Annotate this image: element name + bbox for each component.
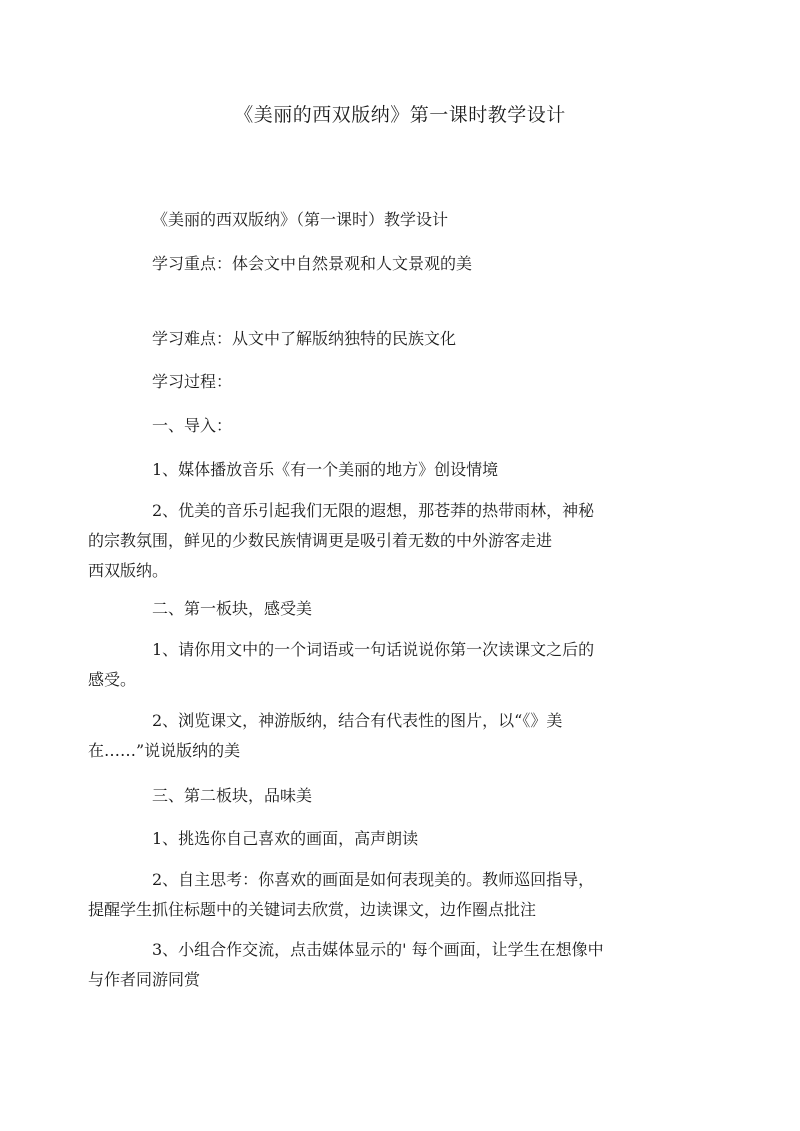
paragraph-line: 2、浏览课文，神游版纳，结合有代表性的图片，以“《》美 — [152, 711, 563, 730]
paragraph-line: 感受。 — [88, 670, 137, 689]
paragraph-process-heading — [120, 367, 620, 397]
section-heading-appreciate — [120, 781, 620, 811]
paragraph-item — [88, 865, 620, 925]
document-title: 《美丽的西双版纳》第一课时教学设计 — [234, 104, 566, 126]
paragraph-line: 1、挑选你自己喜欢的画面，高声朗读 — [152, 829, 419, 848]
paragraph-line: 1、请你用文中的一个词语或一句话说说你第一次读课文之后的 — [152, 640, 595, 659]
section-heading-feel — [120, 594, 620, 624]
paragraph-item — [120, 455, 620, 485]
paragraph-item — [120, 824, 620, 854]
paragraph-line: 《美丽的西双版纳》（第一课时）教学设计 — [152, 210, 449, 229]
paragraph-line: 学习过程： — [152, 372, 233, 391]
paragraph-key-point — [120, 249, 620, 279]
paragraph-line: 3、小组合作交流，点击媒体显示的' 每个画面，让学生在想像中 — [152, 940, 604, 959]
paragraph-line: 西双版纳。 — [88, 561, 169, 580]
paragraph-item — [88, 935, 620, 995]
paragraph-line: 与作者同游同赏 — [88, 970, 201, 989]
paragraph-line: 一、导入： — [152, 416, 233, 435]
paragraph-line: 的宗教氛围，鲜见的少数民族情调更是吸引着无数的中外游客走进 — [88, 531, 553, 550]
paragraph-line: 在……”说说版纳的美 — [88, 741, 241, 760]
paragraph-item — [88, 635, 620, 695]
paragraph-line: 提醒学生抓住标题中的关键词去欣赏，边读课文，边作圈点批注 — [88, 900, 537, 919]
paragraph-line: 三、第二板块，品味美 — [152, 786, 313, 805]
paragraph-line: 2、自主思考：你喜欢的画面是如何表现美的。教师巡回指导， — [152, 870, 595, 889]
paragraph-line: 学习重点：体会文中自然景观和人文景观的美 — [152, 254, 473, 273]
paragraph-line: 1、媒体播放音乐《有一个美丽的地方》创设情境 — [152, 460, 499, 479]
paragraph-line: 学习难点：从文中了解版纳独特的民族文化 — [152, 329, 457, 348]
paragraph-difficulty — [120, 324, 620, 354]
paragraph-item — [88, 496, 620, 586]
section-heading-intro — [120, 411, 620, 441]
paragraph-line: 二、第一板块，感受美 — [152, 599, 313, 618]
paragraph-item — [88, 706, 620, 766]
paragraph-line: 2、优美的音乐引起我们无限的遐想，那苍莽的热带雨林，神秘 — [152, 501, 595, 520]
paragraph-subtitle — [120, 205, 620, 235]
